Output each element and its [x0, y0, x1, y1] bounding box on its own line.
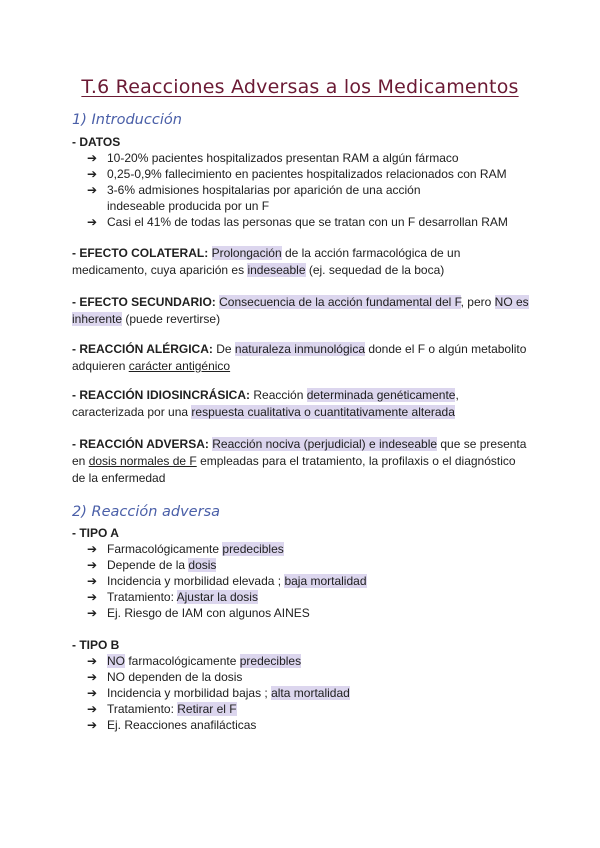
reaccion-adversa: - REACCIÓN ADVERSA: Reacción nociva (perjudicial) e indeseable que se presenta en dosis normales de F empleadas para el tratamiento, la profilaxis o el diagnóstico de la enfermedad: [72, 437, 527, 485]
list-item: ➔ 10-20% pacientes hospitalizados presentan RAM a algún fármaco: [87, 151, 459, 165]
arrow-icon: ➔: [87, 574, 98, 588]
datos-list: [87, 150, 527, 230]
datos-label: - DATOS: [72, 135, 121, 149]
term-label: - REACCIÓN ALÉRGICA:: [72, 342, 213, 356]
tipo-a-list: [87, 541, 527, 621]
list-item: ➔ Ej. Reacciones anafilácticas: [87, 718, 257, 732]
section-heading-reaccion-adversa: 2) Reacción adversa: [72, 504, 221, 520]
arrow-icon: ➔: [87, 215, 98, 229]
list-item: ➔ Casi el 41% de todas las personas que se tratan con un F desarrollan RAM: [87, 215, 508, 229]
arrow-icon: ➔: [87, 151, 98, 165]
arrow-icon: ➔: [87, 590, 98, 604]
arrow-icon: ➔: [87, 670, 98, 684]
section-heading-introduccion: 1) Introducción: [72, 112, 182, 128]
term-label: - REACCIÓN ADVERSA:: [72, 437, 209, 451]
arrow-icon: ➔: [87, 654, 98, 668]
list-item: ➔ NO farmacológicamente predecibles: [87, 654, 302, 668]
reaccion-alergica: - REACCIÓN ALÉRGICA: De naturaleza inmunológica donde el F o algún metabolito adquieren carácter antigénico: [72, 342, 527, 373]
list-item: ➔ Depende de la dosis: [87, 558, 217, 572]
list-item: ➔ 3-6% admisiones hospitalarias por aparición de una acción indeseable producida por un F: [87, 183, 421, 213]
arrow-icon: ➔: [87, 542, 98, 556]
arrow-icon: ➔: [87, 718, 98, 732]
list-item: ➔ Incidencia y morbilidad elevada ; baja mortalidad: [87, 574, 367, 588]
term-label: - REACCIÓN IDIOSINCRÁSICA:: [72, 388, 251, 402]
arrow-icon: ➔: [87, 702, 98, 716]
list-item: ➔ Tratamiento: Retirar el F: [87, 702, 237, 716]
page-title: T.6 Reacciones Adversas a los Medicamentos: [81, 76, 519, 98]
reaccion-idiosincrasica: - REACCIÓN IDIOSINCRÁSICA: Reacción determinada genéticamente, caracterizada por una respuesta cualitativa o cuantitativamente alterada: [72, 388, 459, 419]
arrow-icon: ➔: [87, 606, 98, 620]
list-item: ➔ 0,25-0,9% fallecimiento en pacientes hospitalizados relacionados con RAM: [87, 167, 507, 181]
arrow-icon: ➔: [87, 558, 98, 572]
efecto-colateral: - EFECTO COLATERAL: Prolongación de la acción farmacológica de un medicamento, cuya aparición es indeseable (ej. sequedad de la boca): [72, 246, 461, 277]
tipo-b-list: [87, 653, 527, 733]
list-item: ➔ Ej. Riesgo de IAM con algunos AINES: [87, 606, 310, 620]
list-item: ➔ NO dependen de la dosis: [87, 670, 243, 684]
list-item: ➔ Tratamiento: Ajustar la dosis: [87, 590, 258, 604]
list-item: ➔ Incidencia y morbilidad bajas ; alta mortalidad: [87, 686, 350, 700]
tipo-b-label: - TIPO B: [72, 638, 120, 652]
list-item: ➔ Farmacológicamente predecibles: [87, 542, 284, 556]
term-label: - EFECTO COLATERAL:: [72, 246, 209, 260]
arrow-icon: ➔: [87, 183, 98, 197]
tipo-a-label: - TIPO A: [72, 526, 119, 540]
arrow-icon: ➔: [87, 686, 98, 700]
arrow-icon: ➔: [87, 167, 98, 181]
term-label: - EFECTO SECUNDARIO:: [72, 295, 216, 309]
efecto-secundario: - EFECTO SECUNDARIO: Consecuencia de la acción fundamental del F, pero NO es inherente (puede revertirse): [72, 295, 529, 326]
